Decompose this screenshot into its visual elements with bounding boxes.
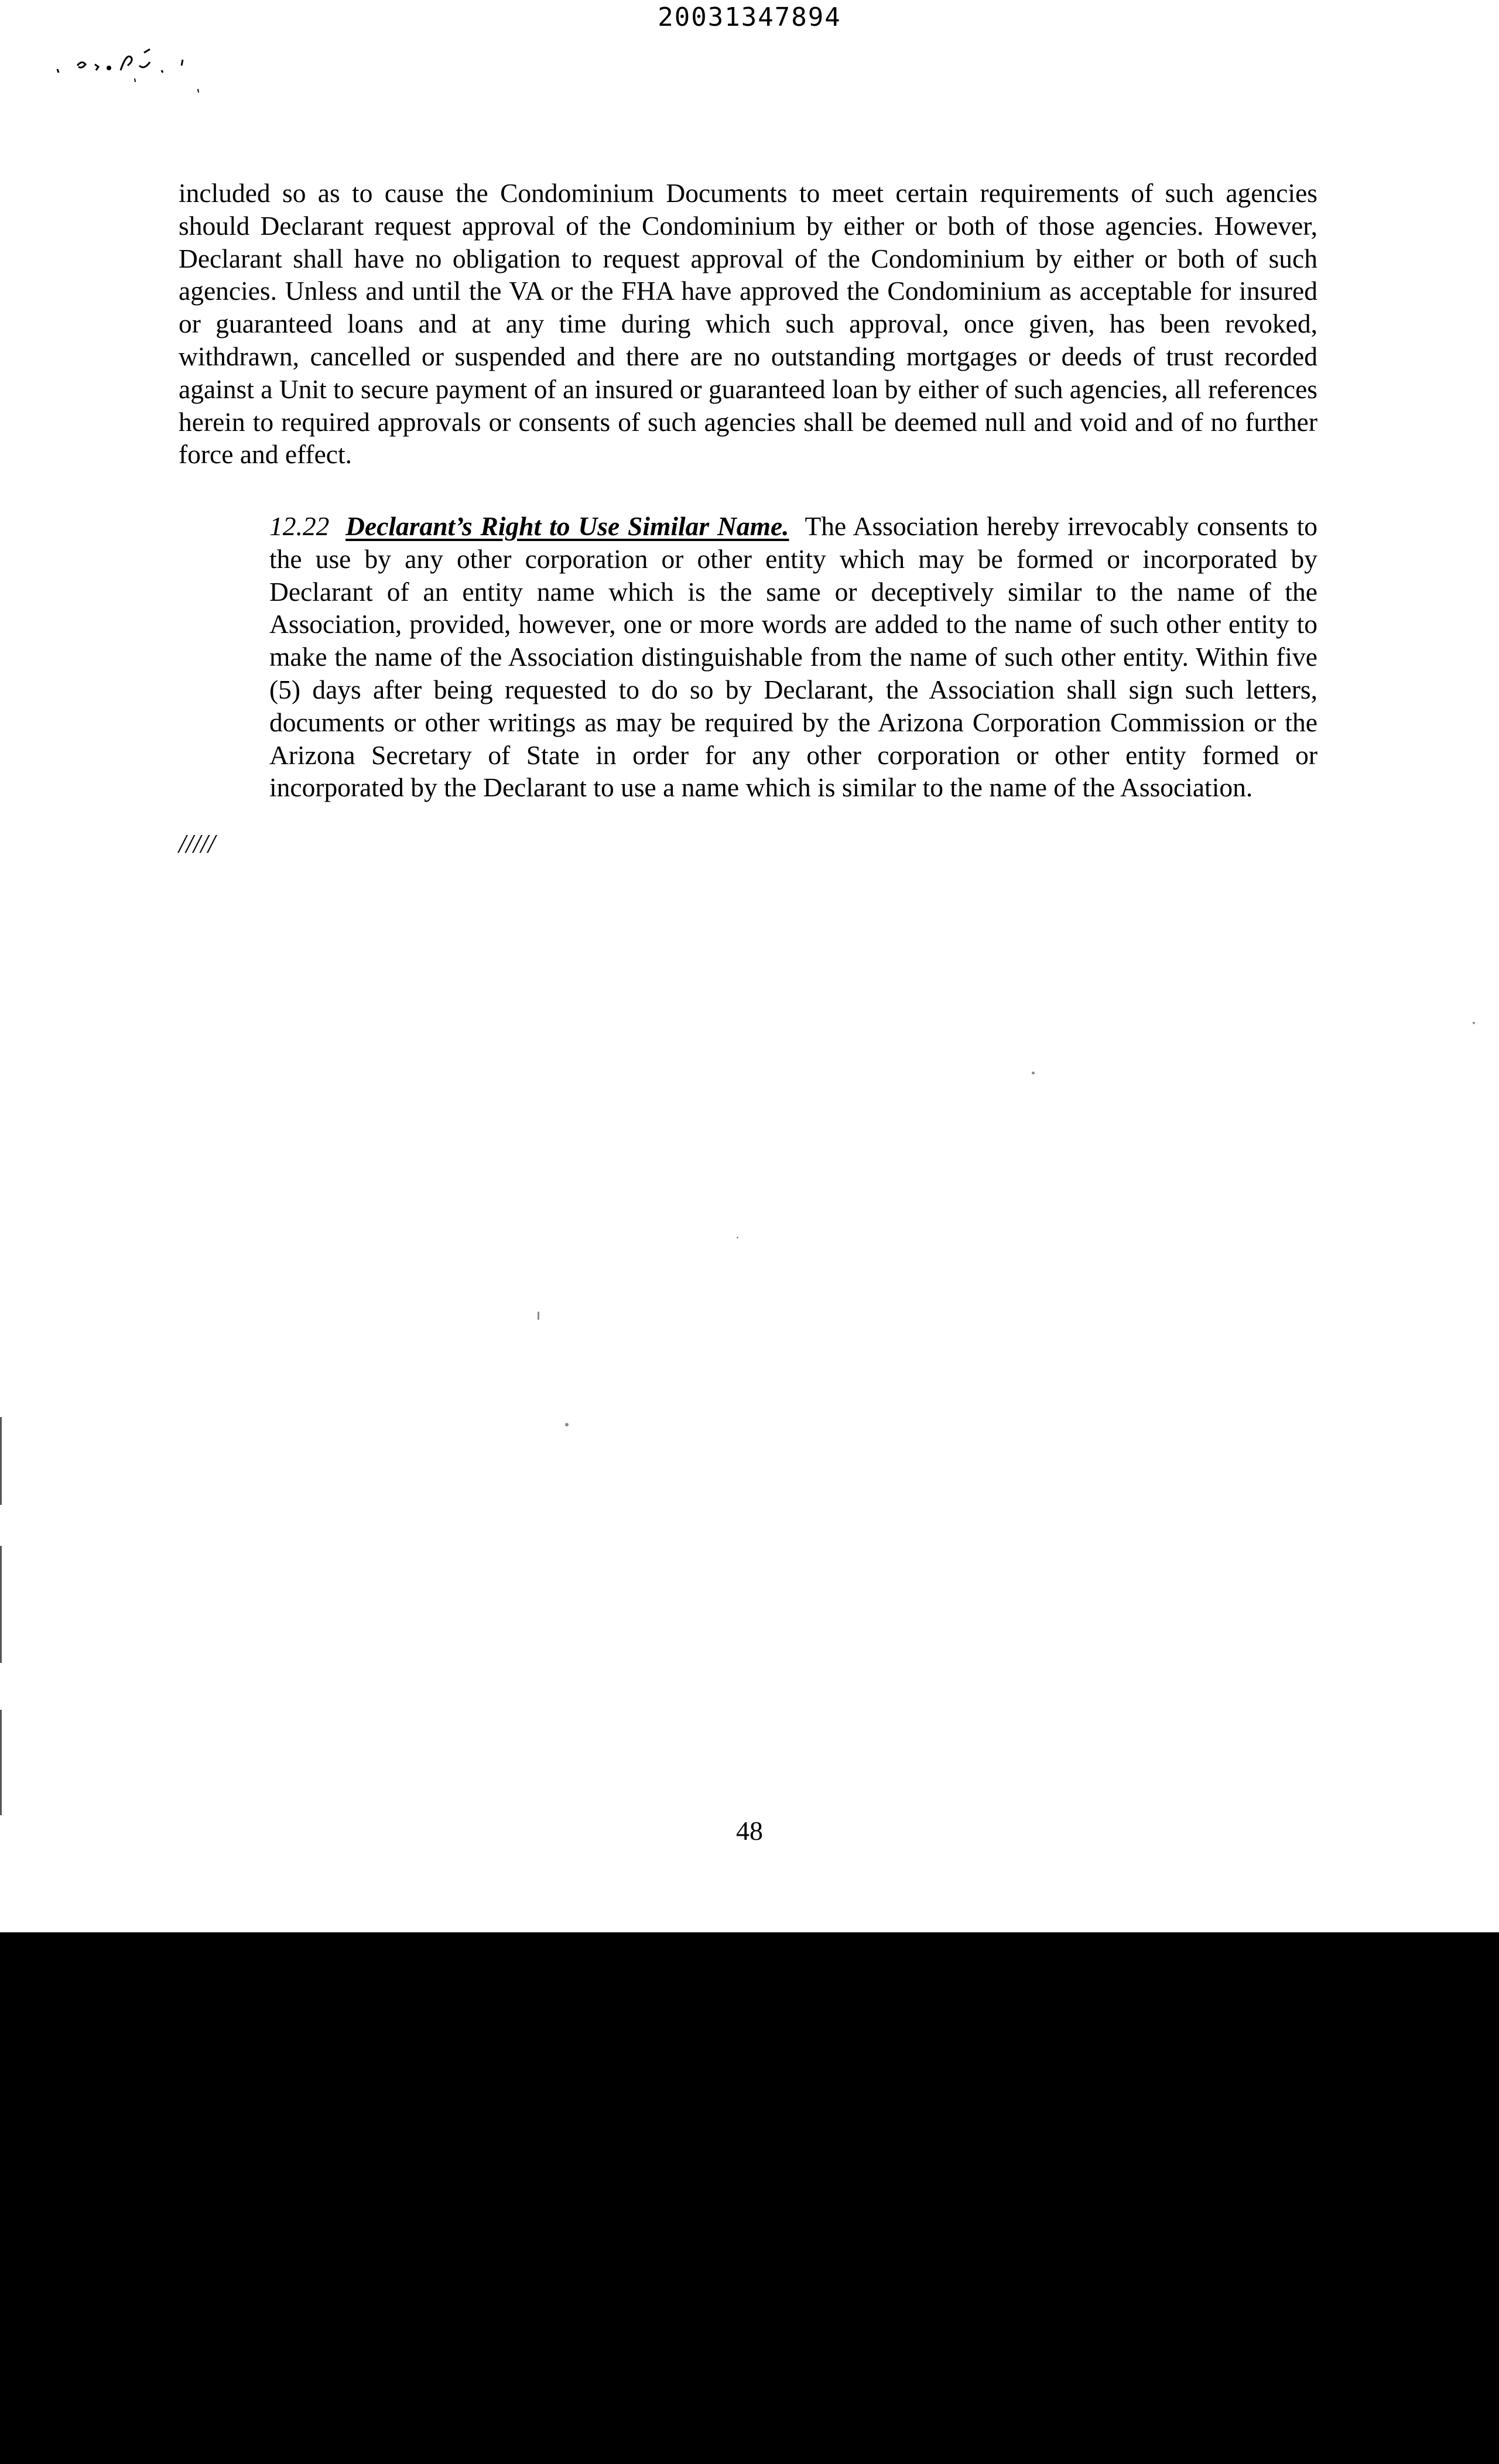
- scan-edge-mark: [0, 1417, 2, 1505]
- section-number: 12.22: [269, 511, 330, 541]
- scan-edge-mark: [0, 1546, 2, 1663]
- scan-speck: [737, 1237, 738, 1238]
- paragraph-continued: included so as to cause the Condominium Documents to meet certain requirements of such agencies should Declarant request approval of the Condominium by either or both of those agencies. However, Declarant shall have no obligation to request approval of the Condominium by either or both of such agencies. Unless and until the VA or the FHA have approved the Condominium as acceptable for insured or guaranteed loans and at any time during which such approval, once given, has been revoked, withdrawn, cancelled or suspended and there are no outstanding mortgages or deeds of trust recorded against a Unit to secure payment of an insured or guaranteed loan by either of such agencies, all references herein to required approvals or consents of such agencies shall be deemed null and void and of no further force and effect.: [179, 178, 1317, 470]
- section-title: Declarant’s Right to Use Similar Name.: [345, 511, 789, 541]
- scan-speck: [1032, 1072, 1035, 1074]
- scan-speck: [538, 1312, 539, 1320]
- page-number: 48: [736, 1816, 763, 1846]
- recording-number: 20031347894: [658, 2, 841, 32]
- section-end-slashes: /////: [179, 829, 215, 858]
- scan-edge-mark: [0, 1710, 2, 1815]
- section-paragraph: [179, 510, 1317, 804]
- section-body: The Association hereby irrevocably consents to the use by any other corporation or other entity which may be formed or incorporated by Declarant of an entity name which is the same or deceptively similar to the name of the Association, provided, however, one or more words are added to the name of such other entity to make the name of the Association distinguishable from the name of such other entity. Within five (5) days after being requested to do so by Declarant, the Association shall sign such letters, documents or other writings as may be required by the Arizona Corporation Commission or the Arizona Secretary of State in order for any other corporation or other entity formed or incorporated by the Declarant to use a name which is similar to the name of the Association.: [269, 511, 1317, 803]
- scan-speck: [1473, 1022, 1475, 1024]
- handwritten-marks: [47, 35, 258, 105]
- scan-speck: [565, 1423, 569, 1426]
